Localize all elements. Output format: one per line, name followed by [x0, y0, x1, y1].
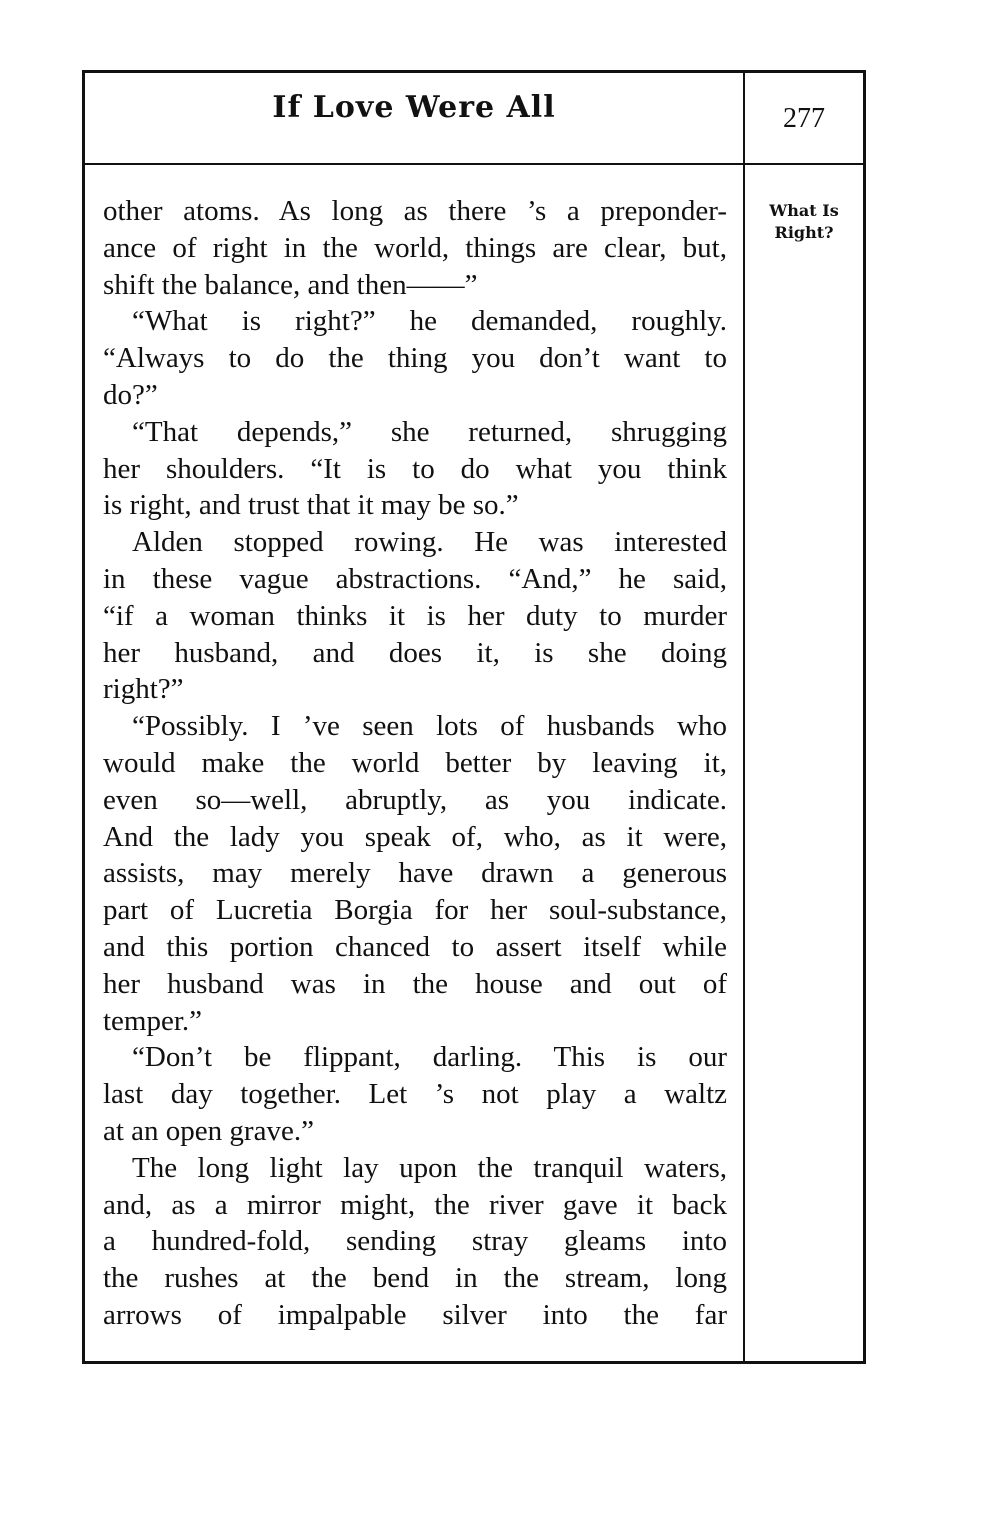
text-line: “What is right?” he demanded, roughly. [132, 305, 727, 338]
text-line: last day together. Let ’s not play a waltz [103, 1078, 727, 1111]
page-number: 277 [783, 103, 825, 134]
text-line: would make the world better by leaving it, [103, 746, 727, 779]
text-line: part of Lucretia Borgia for her soul-substance, [103, 894, 727, 927]
text-line: other atoms. As long as there ’s a preponder- [103, 195, 727, 227]
text-line: right?” [103, 673, 184, 706]
text-line: assists, may merely have drawn a generous [103, 857, 727, 890]
running-title: If Love Were All [272, 90, 556, 125]
text-line: a hundred-fold, sending stray gleams into [103, 1225, 727, 1258]
text-line: arrows of impalpable silver into the far [103, 1298, 727, 1331]
margin-column-divider [743, 70, 745, 1364]
text-line: And the lady you speak of, who, as it were, [103, 820, 727, 853]
text-line: and this portion chanced to assert itself while [103, 930, 727, 963]
text-line: her husband was in the house and out of [103, 967, 727, 1000]
text-line: do?” [103, 378, 158, 411]
margin-note-line: Right? [774, 223, 834, 242]
margin-note-line: What Is [769, 201, 839, 220]
text-line: at an open grave.” [103, 1114, 314, 1147]
text-line: and, as a mirror might, the river gave it back [103, 1188, 727, 1221]
text-line: “Always to do the thing you don’t want to [103, 342, 727, 375]
text-line: Alden stopped rowing. He was interested [132, 526, 727, 559]
header-divider [82, 163, 866, 165]
text-line: even so—well, abruptly, as you indicate. [103, 783, 727, 816]
text-line: temper.” [103, 1004, 203, 1037]
text-line: “Possibly. I ’ve seen lots of husbands who [132, 710, 727, 743]
text-line: “That depends,” she returned, shrugging [132, 415, 727, 448]
text-line: “Don’t be flippant, darling. This is our [132, 1041, 727, 1074]
text-line: “if a woman thinks it is her duty to murder [103, 599, 727, 632]
text-line: her husband, and does it, is she doing [103, 636, 727, 669]
text-line: shift the balance, and then——” [103, 268, 478, 301]
text-line: her shoulders. “It is to do what you think [103, 452, 727, 485]
text-line: in these vague abstractions. “And,” he said, [103, 562, 727, 595]
text-line: the rushes at the bend in the stream, long [103, 1262, 727, 1295]
body-text [103, 193, 727, 1334]
text-line: The long light lay upon the tranquil waters, [132, 1151, 727, 1184]
margin-note [750, 200, 858, 244]
text-line: is right, and trust that it may be so.” [103, 489, 519, 522]
text-line: ance of right in the world, things are clear, but, [103, 231, 727, 264]
